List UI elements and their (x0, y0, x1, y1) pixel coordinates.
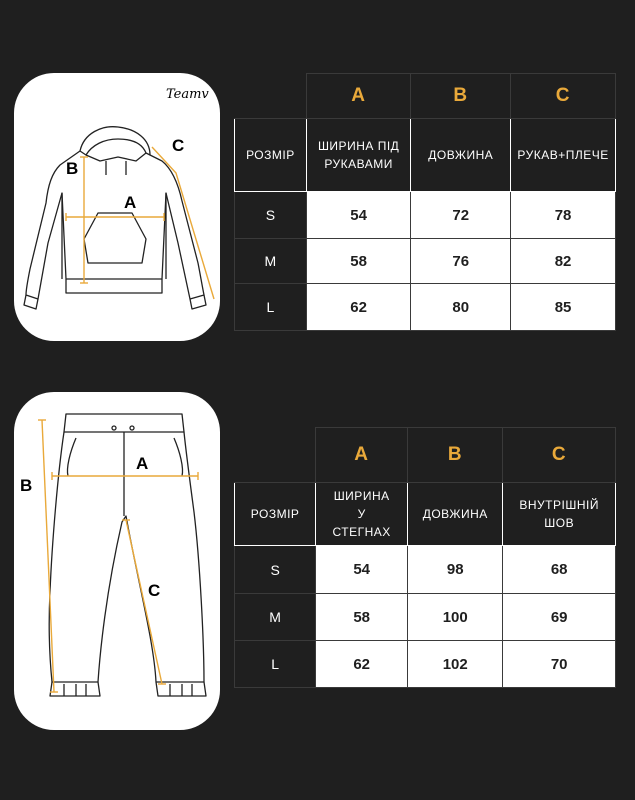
table-row (235, 284, 616, 331)
hoodie-label-b: B (66, 159, 79, 178)
hoodie-col-letter-a: A (306, 74, 411, 119)
size-cell: M (235, 594, 316, 641)
pants-label-a: A (136, 454, 149, 473)
hoodie-col-letter-c: C (511, 74, 616, 119)
value-cell: 78 (511, 192, 616, 239)
brand-logo: Teamv (166, 87, 209, 102)
hoodie-label-c: C (172, 136, 185, 155)
value-cell: 69 (503, 594, 616, 641)
size-cell: L (235, 641, 316, 688)
value-cell: 102 (408, 641, 503, 688)
table-row (235, 594, 616, 641)
table-row (235, 192, 616, 239)
value-cell: 76 (411, 239, 511, 284)
size-cell: S (235, 546, 316, 594)
value-cell: 58 (316, 594, 408, 641)
hoodie-diagram-card (14, 73, 220, 341)
table-row (235, 546, 616, 594)
hoodie-label-a: A (124, 193, 137, 212)
table-row (235, 239, 616, 284)
pants-col-letter-c: C (503, 428, 616, 483)
value-cell: 85 (511, 284, 616, 331)
pants-col-letter-b: B (408, 428, 503, 483)
value-cell: 82 (511, 239, 616, 284)
size-cell: L (235, 284, 307, 331)
size-cell: M (235, 239, 307, 284)
pants-diagram-card (14, 392, 220, 730)
table-row (235, 641, 616, 688)
pants-header-a: ШИРИНА У СТЕГНАХ (316, 483, 408, 546)
hoodie-header-b: ДОВЖИНА (411, 119, 511, 192)
hoodie-size-table (234, 73, 616, 331)
value-cell: 72 (411, 192, 511, 239)
value-cell: 98 (408, 546, 503, 594)
pants-header-b: ДОВЖИНА (408, 483, 503, 546)
pants-sketch (14, 392, 220, 730)
pants-label-b: B (20, 476, 33, 495)
hoodie-size-header: РОЗМІР (235, 119, 307, 192)
size-cell: S (235, 192, 307, 239)
value-cell: 70 (503, 641, 616, 688)
value-cell: 54 (316, 546, 408, 594)
hoodie-sketch (14, 73, 220, 341)
pants-size-header: РОЗМІР (235, 483, 316, 546)
pants-size-table (234, 427, 616, 688)
value-cell: 80 (411, 284, 511, 331)
value-cell: 100 (408, 594, 503, 641)
hoodie-header-c: РУКАВ+ПЛЕЧЕ (511, 119, 616, 192)
pants-label-c: C (148, 581, 161, 600)
value-cell: 58 (306, 239, 411, 284)
hoodie-header-a: ШИРИНА ПІД РУКАВАМИ (306, 119, 411, 192)
hoodie-col-letter-b: B (411, 74, 511, 119)
pants-col-letter-a: A (316, 428, 408, 483)
pants-header-c: ВНУТРІШНІЙ ШОВ (503, 483, 616, 546)
value-cell: 54 (306, 192, 411, 239)
value-cell: 62 (306, 284, 411, 331)
value-cell: 62 (316, 641, 408, 688)
value-cell: 68 (503, 546, 616, 594)
